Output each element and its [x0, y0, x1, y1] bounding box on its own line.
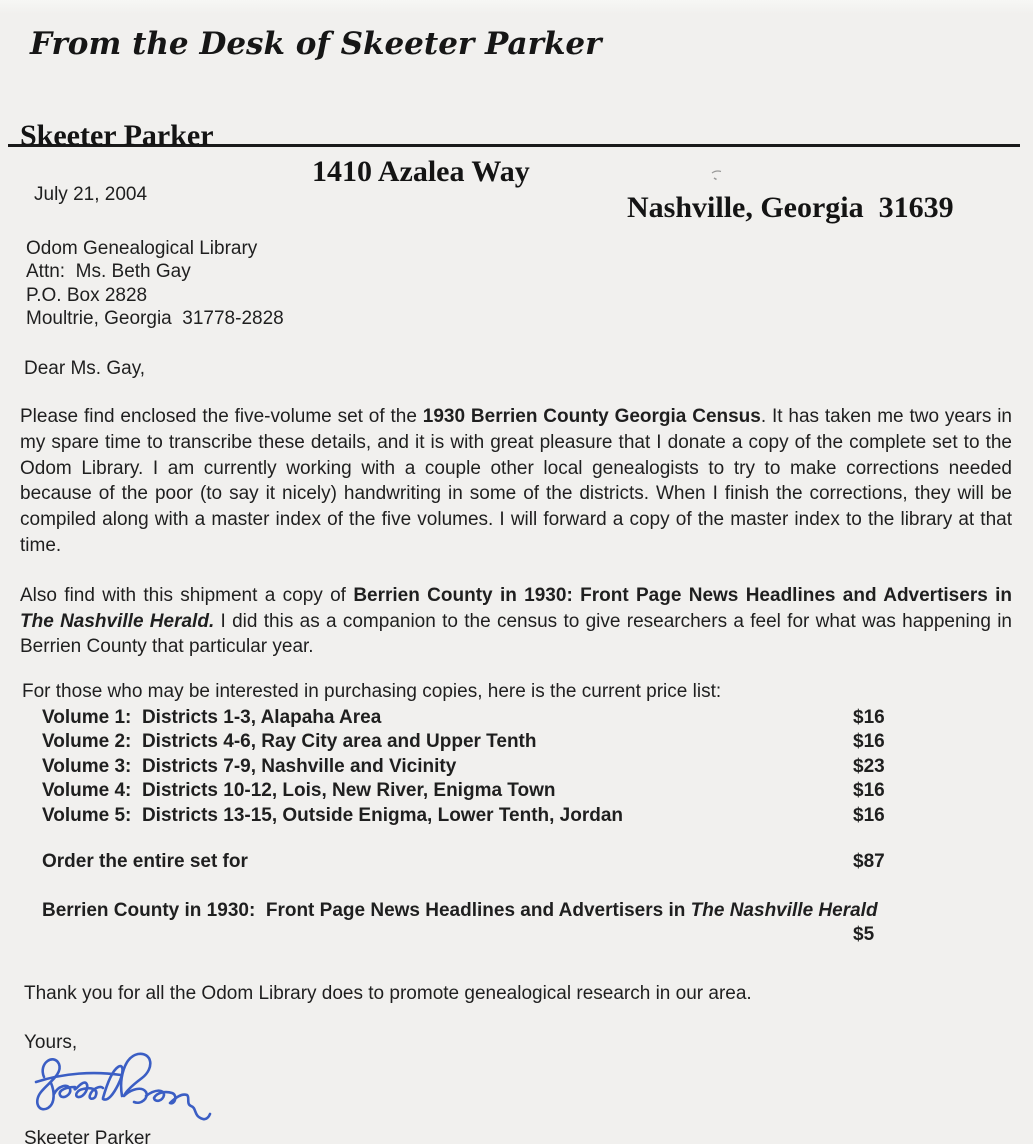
recipient-po-box: P.O. Box 2828 [26, 284, 148, 306]
recipient-attention: Attn: Ms. Beth Gay [26, 261, 191, 282]
herald-offer-block [20, 899, 1012, 948]
para2-text-pre: Also find with this shipment a copy of [20, 584, 354, 606]
price-row [20, 804, 1012, 829]
price-row-amount: $16 [853, 731, 885, 753]
scan-speck [710, 170, 722, 182]
herald-title-italic: The Nashville Herald. [20, 610, 215, 632]
para1-text-pre: Please find enclosed the five-volume set of the [20, 406, 423, 427]
recipient-city-state-zip: Moultrie, Georgia 31778-2828 [26, 308, 284, 329]
thanks-line: Thank you for all the Odom Library does to promote genealogical research in our area. [24, 982, 752, 1004]
typed-name: Skeeter Parker [24, 1127, 151, 1144]
herald-title-bold: Berrien County in 1930: Front Page News Headlines and Advertisers in [353, 584, 1012, 606]
recipient-address-block [26, 237, 1012, 331]
price-row-amount: $16 [853, 780, 885, 802]
price-row-label: Volume 3: Districts 7-9, Nashville and Vicinity [42, 755, 457, 777]
price-list [20, 706, 1012, 948]
para2-text-post: I did this as a companion to the census to give researchers a feel for what was happening in Berrien County that particular year. [20, 610, 1012, 658]
price-row-label: Volume 1: Districts 1-3, Alapaha Area [42, 706, 382, 728]
price-row-label: Volume 4: Districts 10-12, Lois, New River, Enigma Town [42, 780, 556, 802]
herald-offer-title [42, 899, 1012, 924]
set-offer-label: Order the entire set for [42, 851, 248, 873]
herald-offer-title-italic: The Nashville Herald [690, 899, 878, 921]
price-row-amount: $16 [853, 804, 885, 826]
letterhead-street: 1410 Azalea Way [312, 155, 530, 188]
letterhead-city-state-zip: Nashville, Georgia 31639 [627, 191, 954, 224]
price-row-label: Volume 5: Districts 13-15, Outside Enigma, Lower Tenth, Jordan [42, 804, 624, 826]
set-offer-amount: $87 [853, 851, 885, 873]
price-row [20, 706, 1012, 731]
herald-offer-amount: $5 [853, 924, 875, 946]
census-title-bold: 1930 Berrien County Georgia Census [422, 406, 761, 427]
body-paragraph-census [20, 404, 1012, 559]
price-row [20, 730, 1012, 755]
price-intro: For those who may be interested in purchasing copies, here is the current price list: [22, 681, 722, 703]
body-paragraph-herald [20, 583, 1012, 660]
para1-text-post: . It has taken me two years in my spare time to transcribe these details, and it is with great pleasure that I donate a copy of the complete set to the Odom Library. I am currently working with a couple other local genealogists to try to make corrections needed because of the poor (to say it nicely) handwriting in some of the districts. When I finish the corrections, they will be compiled along with a master index of the five volumes. I will forward a copy of the master index to the library at that time. [20, 406, 1012, 556]
price-row [20, 779, 1012, 804]
set-offer-row [20, 850, 1012, 875]
date-line: July 21, 2004 [34, 184, 148, 205]
letterhead-script-line: From the Desk of Skeeter Parker [30, 26, 602, 62]
price-row-amount: $16 [853, 706, 885, 728]
price-row-label: Volume 2: Districts 4-6, Ray City area and Upper Tenth [42, 731, 537, 753]
signature-image [24, 1045, 219, 1123]
price-row-amount: $23 [853, 755, 885, 777]
recipient-organization: Odom Genealogical Library [26, 237, 258, 259]
herald-offer-title-bold: Berrien County in 1930: Front Page News Headlines and Advertisers in [42, 899, 691, 921]
price-row [20, 755, 1012, 780]
salutation: Dear Ms. Gay, [24, 357, 146, 379]
herald-price-row [20, 923, 1012, 948]
valediction: Yours, [24, 1032, 78, 1054]
letterhead-name: Skeeter Parker [20, 119, 214, 152]
